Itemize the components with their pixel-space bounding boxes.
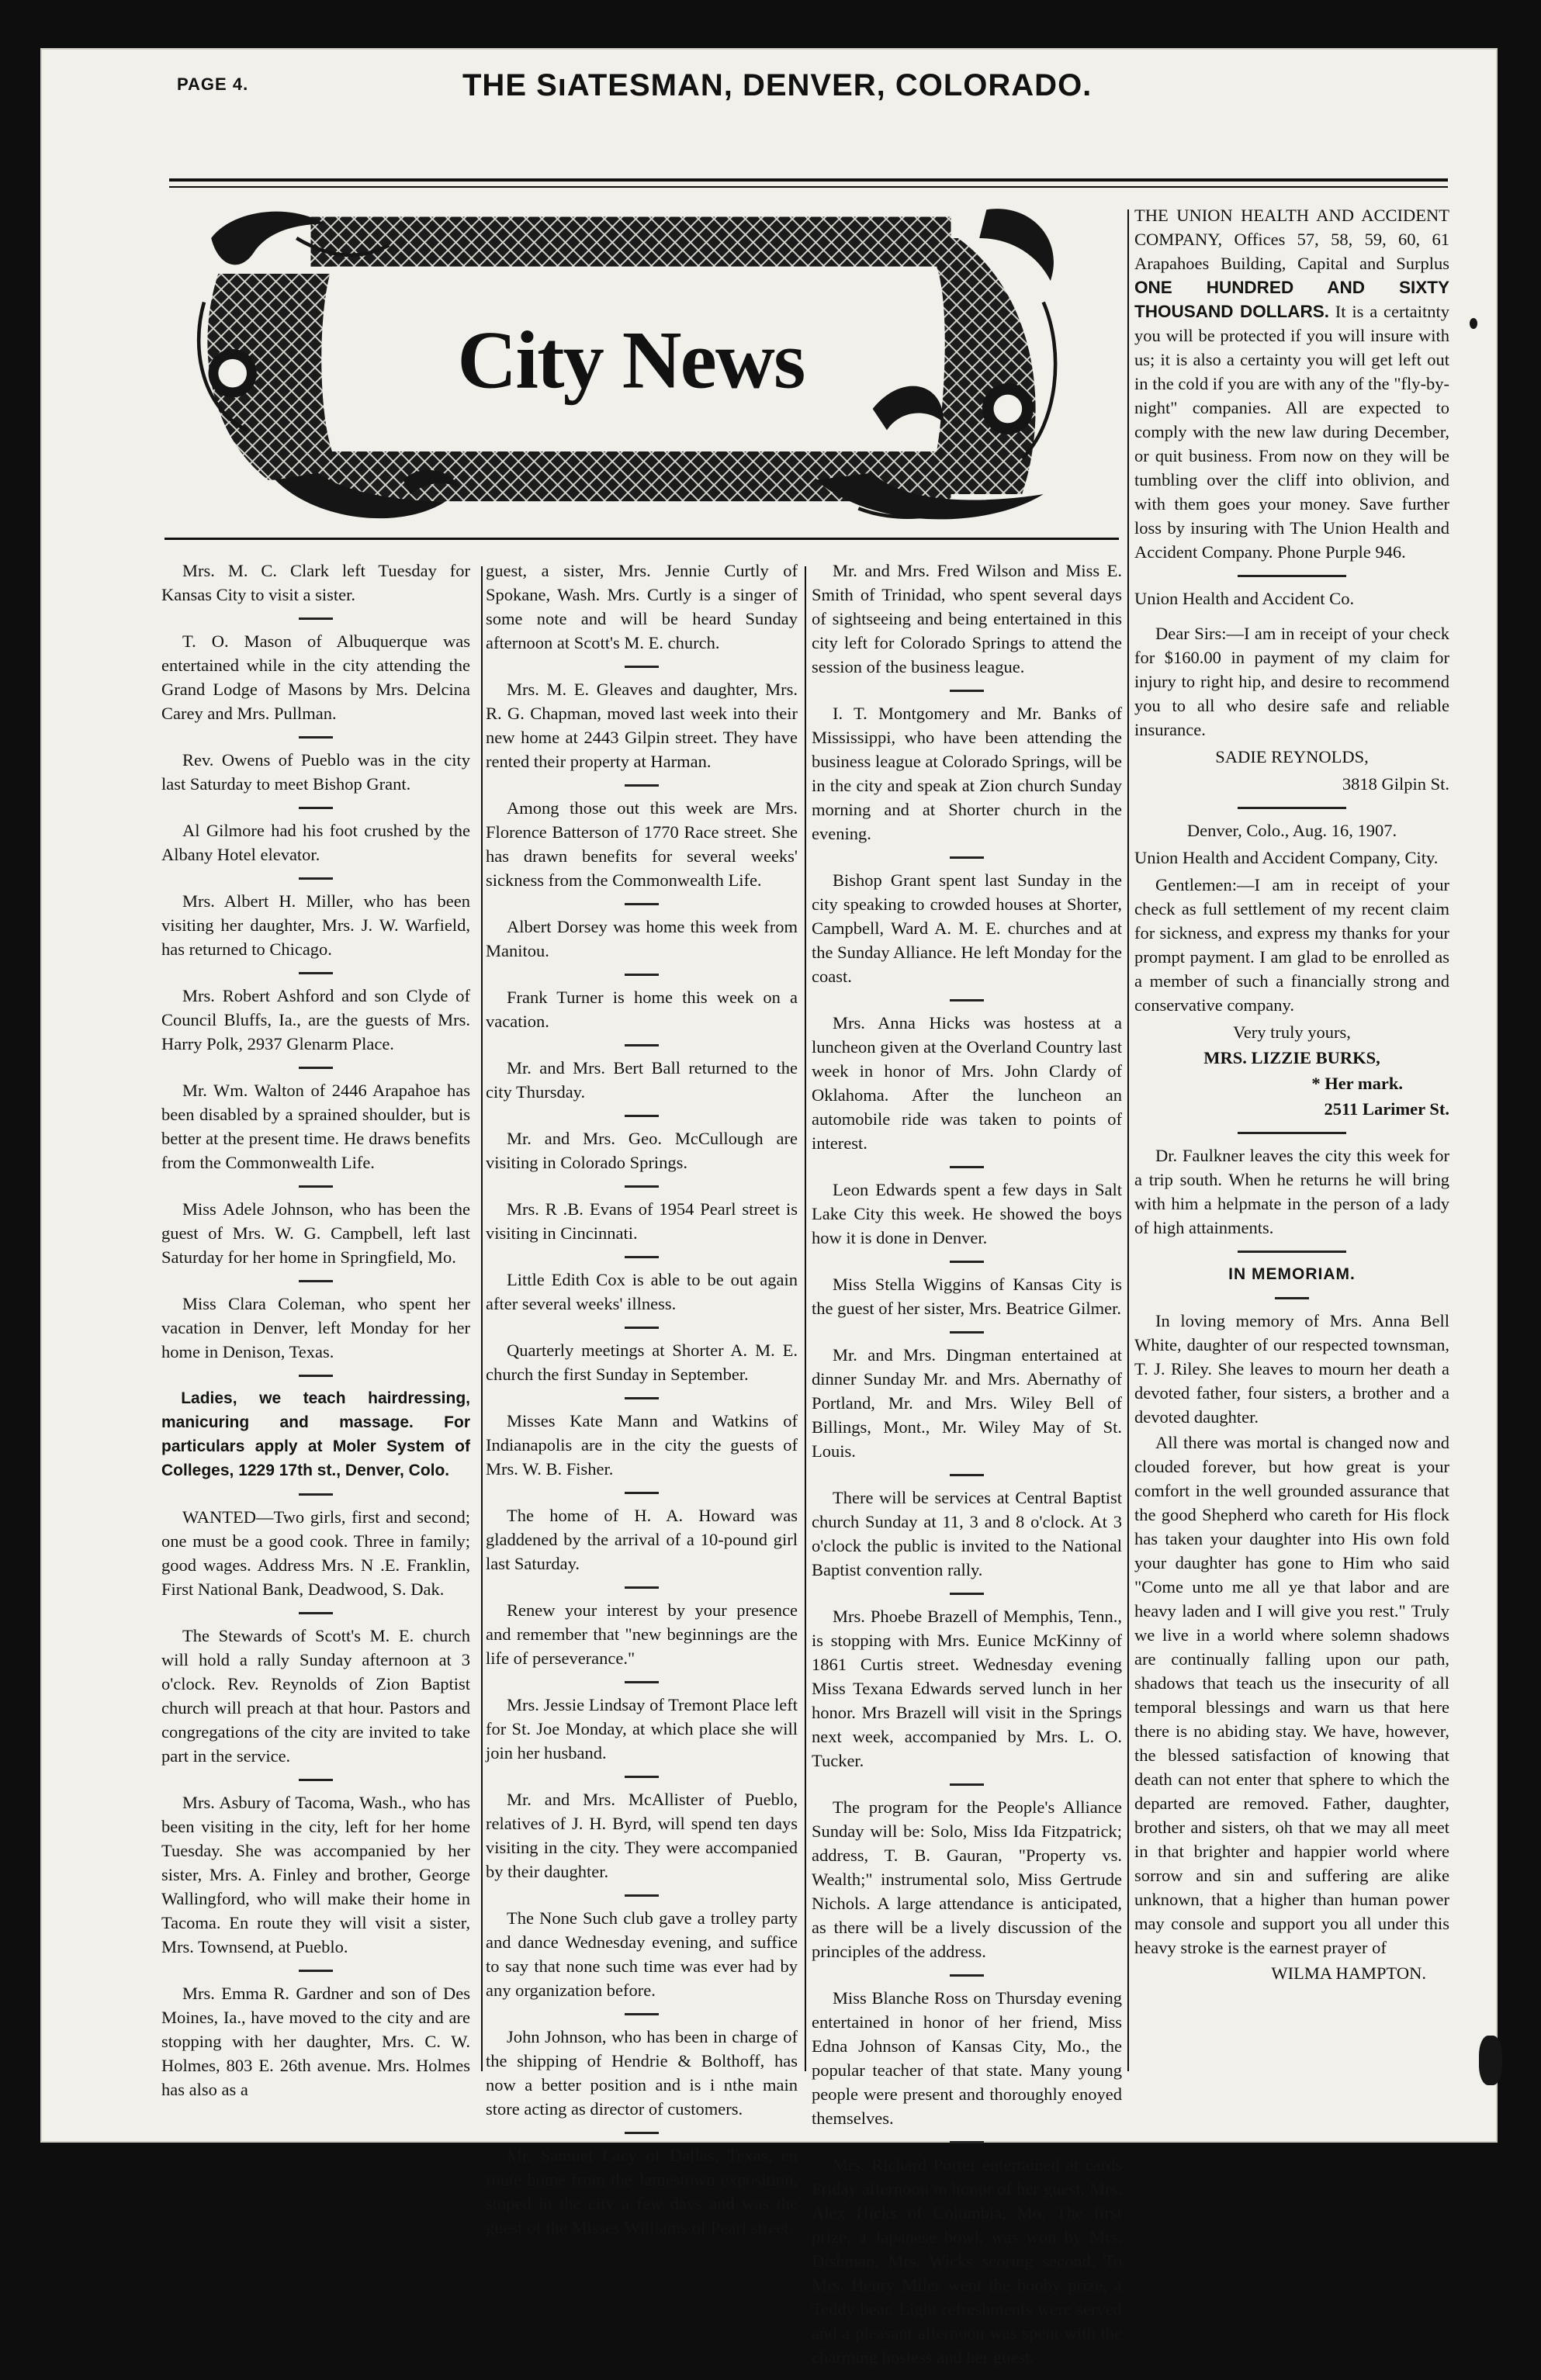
- letter-2-address: 2511 Larimer St.: [1324, 1099, 1449, 1119]
- classified-ad: WANTED—Two girls, first and second; one must be a good cook. Three in family; good wages. Address Mrs. N .E. Franklin, First National Bank, Deadwood, S. Dak.: [161, 1507, 470, 1599]
- item-separator: [950, 690, 984, 692]
- item-separator: [299, 807, 333, 809]
- item-separator: [950, 1261, 984, 1263]
- masthead-rule-bottom: [169, 186, 1448, 188]
- item-separator: [299, 617, 333, 620]
- section-separator: [1238, 807, 1346, 809]
- letter-1-recipient: Union Health and Accident Co.: [1134, 589, 1355, 608]
- news-item: The home of H. A. Howard was gladdened by the arrival of a 10-pound girl last Saturday.: [486, 1506, 798, 1573]
- item-separator: [625, 1397, 659, 1399]
- letter-2-body: Gentlemen:—I am in receipt of your check as full settlement of my recent claim for sickness, and express my thanks for your prompt payment. I am glad to be enrolled as a member of such a financially strong and conservative company.: [1134, 875, 1449, 1015]
- news-item: Bishop Grant spent last Sunday in the city speaking to crowded houses at Shorter, Campbell, Ward A. M. E. churches and at the Sunday Alliance. He left Monday for the coast.: [812, 870, 1122, 986]
- news-item: Miss Stella Wiggins of Kansas City is the guest of her sister, Mrs. Beatrice Gilmer.: [812, 1275, 1122, 1318]
- memoriam-paragraph: All there was mortal is changed now and clouded forever, but how great is your comfort in the well grounded assurance that the good Shepherd who careth for His flock has taken your daughter into His own fold your daughter has gone to Him who said "Come unto me all ye that labor and are heavy laden and I will give you rest." Truly we live in a world where solemn shadows are continually falling upon our path, shadows that teach us the insecurity of all temporal blessings and warn us that here there is no abiding stay. We have, however, the blessed satisfaction of knowing that death can not enter that sphere to which the departed are removed. Father, daughter, brother and sisters, oh that we may all meet in that brighter and happier world where sorrow and sin and suffering are alike unknown, that a higher than human power may console and support you all under this heavy stroke is the earnest prayer of: [1134, 1433, 1449, 1957]
- item-separator: [625, 1681, 659, 1683]
- news-item: Mrs. Richard Porter entertained at cards Friday afternoon in honor of her guest, Mrs. Alex Hicks of Columbia, Mo. The first prize, a Japanese bowl, was won by Mrs. Dishman, Mrs. Wicks scoring second. To Mrs. Henry Miler went the booby prize, a Teddy bear. Light refreshments were served and a pleasant afternoon was spent with the charming hostess and her guest.: [812, 2155, 1122, 2367]
- news-item: I. T. Montgomery and Mr. Banks of Mississippi, who have been attending the business league at Colorado Springs, will be in the city and speak at Zion church Sunday morning and at Shorter church in the evening.: [812, 704, 1122, 843]
- news-item: Mrs. Anna Hicks was hostess at a luncheon given at the Overland Country last week in honor of Mrs. John Clardy of Oklahoma. After the luncheon an automobile ride was taken to points of interest.: [812, 1013, 1122, 1153]
- banner-title: City News: [457, 314, 805, 406]
- memoriam-paragraph: In loving memory of Mrs. Anna Bell White, daughter of our respected townsman, T. J. Riley. She leaves to mourn her death a devoted father, four sisters, a brother and a devoted daughter.: [1134, 1311, 1449, 1427]
- ink-speck: [1470, 318, 1477, 329]
- news-item: Mrs. Phoebe Brazell of Memphis, Tenn., is stopping with Mrs. Eunice McKinny of 1861 Curtis street. Wednesday evening Miss Texana Edwards served lunch in her honor. Mrs Brazell will visit in the Springs next week, accompanied by Mrs. L. O. Tucker.: [812, 1607, 1122, 1770]
- news-item: Mrs. M. C. Clark left Tuesday for Kansas City to visit a sister.: [161, 561, 470, 604]
- item-separator: [625, 1256, 659, 1258]
- news-item: Miss Clara Coleman, who spent her vacation in Denver, left Monday for her home in Denison, Texas.: [161, 1294, 470, 1361]
- banner-rule: [164, 538, 1119, 540]
- letter-2-mark: * Her mark.: [1311, 1074, 1403, 1093]
- news-item: T. O. Mason of Albuquerque was entertained while in the city attending the Grand Lodge of Masons by Mrs. Delcina Carey and Mrs. Pullman.: [161, 631, 470, 723]
- item-separator: [625, 974, 659, 976]
- news-item: The None Such club gave a trolley party and dance Wednesday evening, and suffice to say that none such time was ever had by any organization before.: [486, 1908, 798, 2000]
- news-item: Mr. Wm. Walton of 2446 Arapahoe has been disabled by a sprained shoulder, but is better at the present time. He draws benefits from the Commonwealth Life.: [161, 1081, 470, 1172]
- item-separator: [299, 1779, 333, 1781]
- memoriam-heading: IN MEMORIAM.: [1228, 1265, 1356, 1283]
- item-separator: [950, 999, 984, 1001]
- item-separator: [625, 1327, 659, 1329]
- news-item: Mr. and Mrs. Bert Ball returned to the city Thursday.: [486, 1058, 798, 1102]
- letter-1-signature: SADIE REYNOLDS,: [1215, 747, 1369, 766]
- letter-1-address: 3818 Gilpin St.: [1342, 774, 1449, 794]
- news-item: Mr. and Mrs. McAllister of Pueblo, relatives of J. H. Byrd, will spend ten days visiting in the city. They were accompanied by their daughter.: [486, 1790, 798, 1881]
- news-item: Among those out this week are Mrs. Florence Batterson of 1770 Race street. She has drawn benefits for several weeks' sickness from the Commonwealth Life.: [486, 798, 798, 890]
- column-rule-2: [805, 566, 806, 2071]
- news-item: Mrs. Asbury of Tacoma, Wash., who has been visiting in the city, left for her home Tuesday. She was accompanied by her sister, Mrs. A. Finley and brother, George Wallingford, who will make their home in Tacoma. En route they will visit a sister, Mrs. Townsend, at Pueblo.: [161, 1793, 470, 1956]
- newspaper-title: THE SıATESMAN, DENVER, COLORADO.: [462, 68, 1093, 102]
- news-item: Misses Kate Mann and Watkins of Indianapolis are in the city the guests of Mrs. W. B. Fisher.: [486, 1411, 798, 1479]
- news-item: Quarterly meetings at Shorter A. M. E. church the first Sunday in September.: [486, 1340, 798, 1384]
- news-item: Rev. Owens of Pueblo was in the city last Saturday to meet Bishop Grant.: [161, 750, 470, 794]
- item-separator: [625, 666, 659, 668]
- page-number: PAGE 4.: [177, 74, 249, 94]
- news-item: There will be services at Central Baptist church Sunday at 11, 3 and 8 o'clock. At 3 o'clock the public is invited to the National Baptist convention rally.: [812, 1488, 1122, 1579]
- column-2: [486, 559, 798, 2250]
- news-item: Mrs. M. E. Gleaves and daughter, Mrs. R. G. Chapman, moved last week into their new home at 2443 Gilpin street. They have rented their property at Harman.: [486, 680, 798, 771]
- ink-stain: [1479, 2036, 1502, 2085]
- item-separator: [950, 1974, 984, 1977]
- column-4: [1134, 203, 1449, 1996]
- item-separator: [950, 1783, 984, 1786]
- item-separator: [625, 2132, 659, 2134]
- letter-2-recipient: Union Health and Accident Company, City.: [1134, 848, 1439, 867]
- item-separator: [950, 1474, 984, 1476]
- item-separator: [299, 1067, 333, 1069]
- news-item: Little Edith Cox is able to be out again after several weeks' illness.: [486, 1270, 798, 1313]
- item-separator: [625, 1115, 659, 1117]
- news-item: John Johnson, who has been in charge of the shipping of Hendrie & Bolthoff, has now a better position and is i nthe main store acting as director of customers.: [486, 2027, 798, 2119]
- memoriam-signature: WILMA HAMPTON.: [1271, 1963, 1426, 1983]
- item-separator: [625, 903, 659, 905]
- item-separator: [299, 1970, 333, 1972]
- news-item: Mr. Samuel Lacy of Dallas, Texas, en route home from the Jamestown exposition, stoped in the city a few days and was the guest of the Misses Williams of Pearl street.: [486, 2146, 798, 2237]
- item-separator: [950, 856, 984, 859]
- item-separator: [625, 1894, 659, 1897]
- advertisement: Ladies, we teach hairdressing, manicuring and massage. For particulars apply at Moler System of Colleges, 1229 17th st., Denver, Colo.: [161, 1389, 470, 1479]
- column-rule-3: [1127, 209, 1129, 2071]
- news-item: Miss Blanche Ross on Thursday evening entertained in honor of her friend, Miss Edna Johnson of Kansas City, Mo., the popular teacher of that state. Many young people were present and thoroughly enoyed themselves.: [812, 1988, 1122, 2128]
- section-separator: [1238, 575, 1346, 577]
- news-item: Mr. and Mrs. Dingman entertained at dinner Sunday Mr. and Mrs. Abernathy of Portland, Mr. and Mrs. Wiley Bell of Billings, Mont., Mr. Wiley May of St. Louis.: [812, 1345, 1122, 1461]
- news-item: Al Gilmore had his foot crushed by the Albany Hotel elevator.: [161, 821, 470, 864]
- item-separator: [625, 1586, 659, 1589]
- item-separator: [625, 1044, 659, 1046]
- item-separator: [299, 1612, 333, 1614]
- news-item: Renew your interest by your presence and remember that "new beginnings are the life of perseverance.": [486, 1600, 798, 1668]
- ad-intro: THE UNION HEALTH AND ACCIDENT COMPANY, Offices 57, 58, 59, 60, 61 Arapahoes Building, Capital and Surplus: [1134, 206, 1449, 273]
- news-item: Miss Adele Johnson, who has been the guest of Mrs. W. G. Campbell, left last Saturday for her home in Springfield, Mo.: [161, 1199, 470, 1267]
- news-item: Albert Dorsey was home this week from Manitou.: [486, 917, 798, 960]
- column-1: [161, 559, 470, 2112]
- item-separator: [625, 1185, 659, 1188]
- item-separator: [625, 2013, 659, 2015]
- letter-2-date: Denver, Colo., Aug. 16, 1907.: [1186, 821, 1397, 840]
- item-separator: [950, 1593, 984, 1595]
- column-3: [812, 559, 1122, 2380]
- news-item: The program for the People's Alliance Sunday will be: Solo, Miss Ida Fitzpatrick; address, T. B. Gauran, "Property vs. Wealth;" instrumental solo, Miss Gertrude Nichols. A large attendance is anticipated, as there will be a lively discussion of the principles of the address.: [812, 1797, 1122, 1961]
- news-item: Mrs. Emma R. Gardner and son of Des Moines, Ia., have moved to the city and are stopping with her daughter, Mrs. C. W. Holmes, 803 E. 26th avenue. Mrs. Holmes has also as a: [161, 1984, 470, 2099]
- item-separator: [299, 1280, 333, 1282]
- news-item: Mrs. R .B. Evans of 1954 Pearl street is visiting in Cincinnati.: [486, 1199, 798, 1243]
- section-separator: [1238, 1251, 1346, 1253]
- item-separator: [299, 736, 333, 739]
- ad-capital: ONE HUNDRED AND SIXTY THOUSAND DOLLARS.: [1134, 278, 1449, 321]
- item-separator: [625, 1492, 659, 1494]
- item-separator: [950, 1166, 984, 1168]
- letter-1-body: Dear Sirs:—I am in receipt of your check for $160.00 in payment of my claim for injury to right hip, and desire to recommend you to all who desire safe and reliable insurance.: [1134, 624, 1449, 739]
- news-item: Mr. and Mrs. Fred Wilson and Miss E. Smith of Trinidad, who spent several days of sightseeing and being entertained in this city left for Colorado Springs to attend the session of the business league.: [812, 561, 1122, 676]
- item-separator: [1275, 1297, 1309, 1299]
- news-item: Mrs. Albert H. Miller, who has been visiting her daughter, Mrs. J. W. Warfield, has returned to Chicago.: [161, 891, 470, 959]
- news-item: Leon Edwards spent a few days in Salt Lake City this week. He showed the boys how it is done in Denver.: [812, 1180, 1122, 1247]
- letter-2-closing: Very truly yours,: [1233, 1022, 1351, 1042]
- masthead-rule-top: [169, 178, 1448, 182]
- column-rule-1: [481, 566, 483, 2071]
- news-item: Mrs. Jessie Lindsay of Tremont Place left for St. Joe Monday, at which place she will join her husband.: [486, 1695, 798, 1763]
- news-item: Frank Turner is home this week on a vacation.: [486, 988, 798, 1031]
- city-news-banner: [169, 195, 1093, 537]
- ad-body: It is a certaitnty you will be protected if you will insure with us; it is also a certainty you will get left out in the cold if you are with any of the "fly-by-night" companies. All are expected to comply with the new law during December, or quit business. From now on they will be tumbling over the cliff into oblivion, and with them goes your money. Save further loss by insuring with The Union Health and Accident Company. Phone Purple 946.: [1134, 302, 1449, 562]
- item-separator: [299, 1185, 333, 1188]
- news-item: Dr. Faulkner leaves the city this week for a trip south. When he returns he will bring with him a helpmate in the person of a lady of high attainments.: [1134, 1146, 1449, 1237]
- item-separator: [950, 1331, 984, 1334]
- news-item: Mrs. Robert Ashford and son Clyde of Council Bluffs, Ia., are the guests of Mrs. Harry Polk, 2937 Glenarm Place.: [161, 986, 470, 1053]
- item-separator: [625, 1776, 659, 1778]
- item-separator: [299, 877, 333, 880]
- insurance-ad: [1134, 203, 1449, 564]
- news-item: The Stewards of Scott's M. E. church will hold a rally Sunday afternoon at 3 o'clock. Rev. Reynolds of Zion Baptist church will preach at that hour. Pastors and congregations of the city are invited to take part in the service.: [161, 1626, 470, 1766]
- item-separator: [950, 2141, 984, 2143]
- letter-2-signature: MRS. LIZZIE BURKS,: [1203, 1048, 1380, 1067]
- item-separator: [625, 784, 659, 787]
- news-item: guest, a sister, Mrs. Jennie Curtly of Spokane, Wash. Mrs. Curtly is a singer of some note and will be heard Sunday afternoon at Scott's M. E. church.: [486, 561, 798, 652]
- item-separator: [299, 972, 333, 974]
- section-separator: [1238, 1132, 1346, 1134]
- news-item: Mr. and Mrs. Geo. McCullough are visiting in Colorado Springs.: [486, 1129, 798, 1172]
- item-separator: [299, 1493, 333, 1496]
- item-separator: [299, 1375, 333, 1377]
